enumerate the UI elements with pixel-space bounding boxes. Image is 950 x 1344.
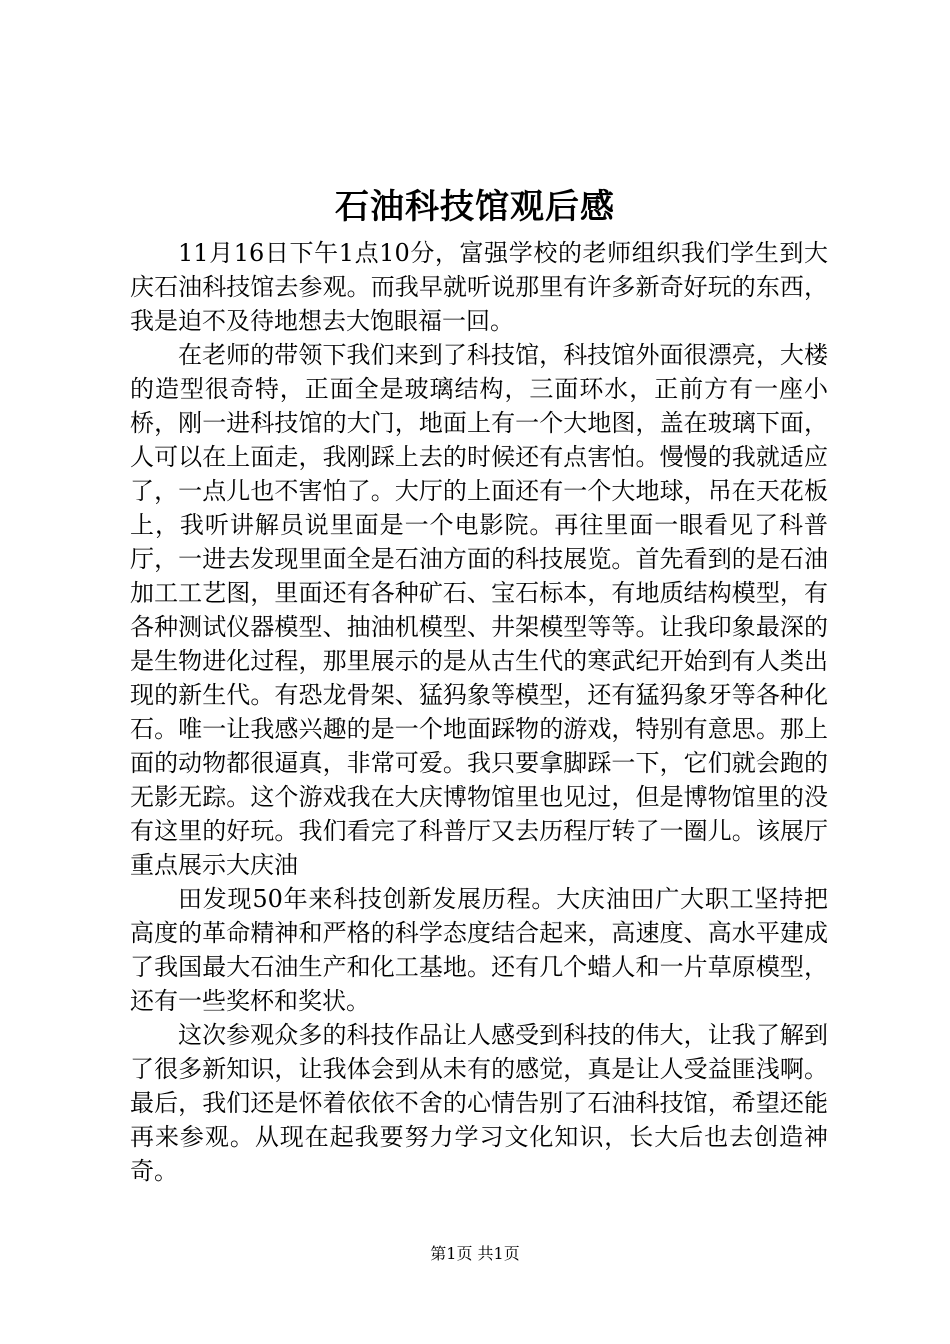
document-title: 石油科技馆观后感 (335, 187, 615, 227)
paragraph-1: 11月16日下午1点10分，富强学校的老师组织我们学生到大庆石油科技馆去参观。而我早就听说那里有许多新奇好玩的东西，我是迫不及待地想去大饱眼福一回。 (130, 239, 828, 335)
document-body (130, 236, 828, 1188)
paragraph-3: 田发现50年来科技创新发展历程。大庆油田广大职工坚持把高度的革命精神和严格的科学态度结合起来，高速度、高水平建成了我国最大石油生产和化工基地。还有几个蜡人和一片草原模型，还有一些奖杯和奖状。 (130, 885, 828, 1015)
paragraph-2: 在老师的带领下我们来到了科技馆，科技馆外面很漂亮，大楼的造型很奇特，正面全是玻璃结构，三面环水，正前方有一座小桥，刚一进科技馆的大门，地面上有一个大地图，盖在玻璃下面，人可以在上面走，我刚踩上去的时候还有点害怕。慢慢的我就适应了，一点儿也不害怕了。大厅的上面还有一个大地球，吊在天花板上，我听讲解员说里面是一个电影院。再往里面一眼看见了科普厅，一进去发现里面全是石油方面的科技展览。首先看到的是石油加工工艺图，里面还有各种矿石、宝石标本，有地质结构模型，有各种测试仪器模型、抽油机模型、井架模型等等。让我印象最深的是生物进化过程，那里展示的是从古生代的寒武纪开始到有人类出现的新生代。有恐龙骨架、猛犸象等模型，还有猛犸象牙等各种化石。唯一让我感兴趣的是一个地面踩物的游戏，特别有意思。那上面的动物都很逼真，非常可爱。我只要拿脚踩一下，它们就会跑的无影无踪。这个游戏我在大庆博物馆里也见过，但是博物馆里的没有这里的好玩。我们看完了科普厅又去历程厅转了一圈儿。该展厅重点展示大庆油 (130, 341, 828, 879)
page-footer: 第1页 共1页 (430, 1244, 520, 1263)
paragraph-4: 这次参观众多的科技作品让人感受到科技的伟大，让我了解到了很多新知识，让我体会到从未有的感觉，真是让人受益匪浅啊。最后，我们还是怀着依依不舍的心情告别了石油科技馆，希望还能再来参观。从现在起我要努力学习文化知识，长大后也去创造神奇。 (130, 1021, 828, 1185)
